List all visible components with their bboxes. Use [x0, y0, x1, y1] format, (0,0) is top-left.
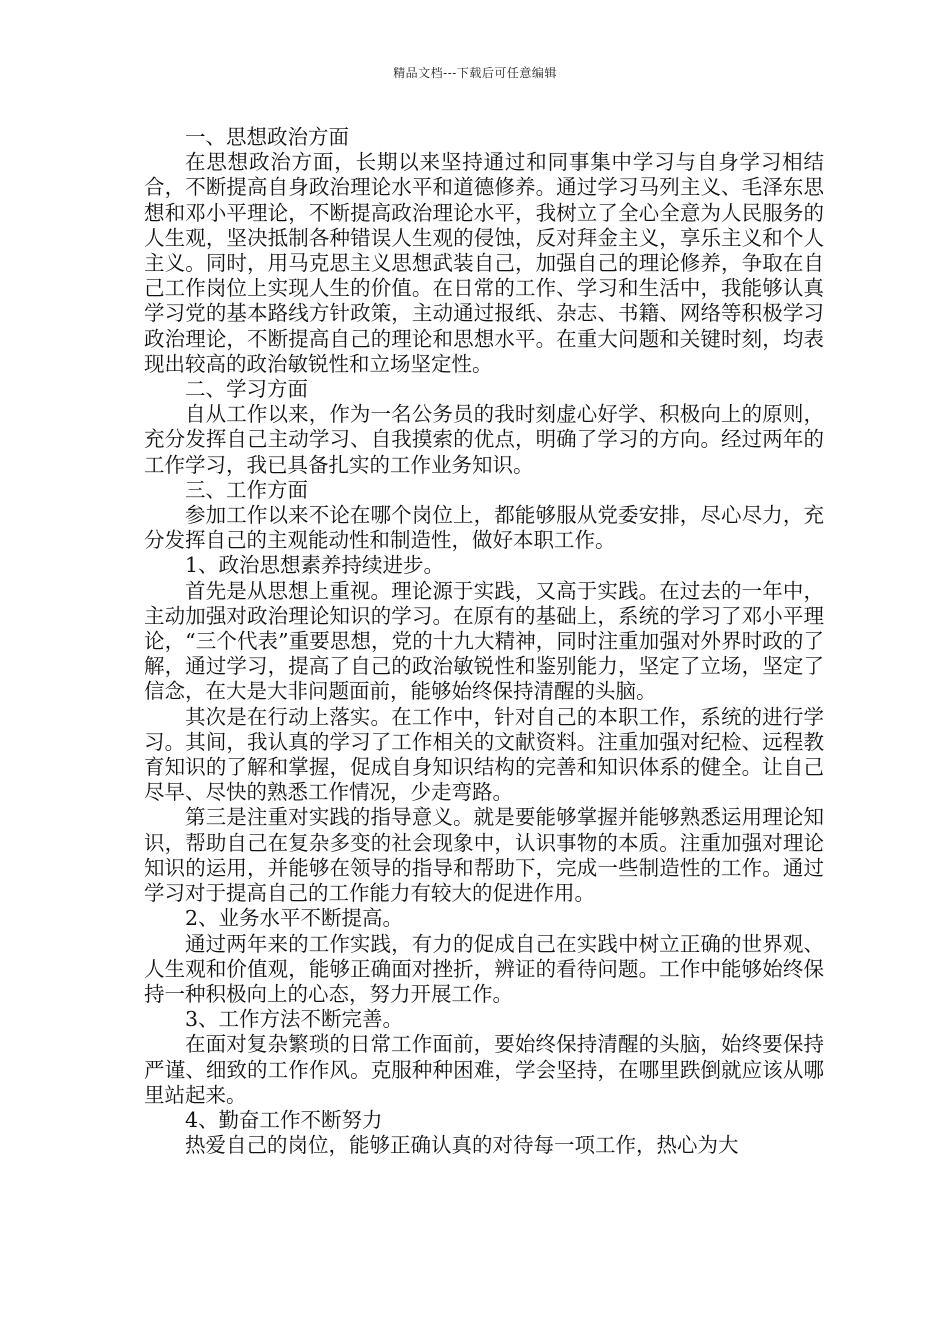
- subheading: 1、政治思想素养持续进步。: [185, 553, 445, 578]
- page-header-note: 精品文档---下载后可任意编辑: [393, 66, 557, 80]
- paragraph: 首先是从思想上重视。理论源于实践，又高于实践。在过去的一年中，主动加强对政治理论知识的学习。在原有的基础上，系统的学习了邓小平理论，“三个代表”重要思想，党的十九大精神，同时注重加强对外界时政的了解，通过学习，提高了自己的政治敏锐性和鉴别能力，坚定了立场，坚定了信念，在大是大非问题面前，能够始终保持清醒的头脑。: [144, 578, 824, 704]
- subheading: 3、工作方法不断完善。: [185, 1007, 404, 1032]
- paragraph: 自从工作以来，作为一名公务员的我时刻虚心好学、积极向上的原则，充分发挥自己主动学习、自我摸索的优点，明确了学习的方向。经过两年的工作学习，我已具备扎实的工作业务知识。: [144, 402, 824, 477]
- paragraph: 在思想政治方面，长期以来坚持通过和同事集中学习与自身学习相结合，不断提高自身政治理论水平和道德修养。通过学习马列主义、毛泽东思想和邓小平理论，不断提高政治理论水平，我树立了全心全意为人民服务的人生观，坚决抵制各种错误人生观的侵蚀，反对拜金主义，享乐主义和个人主义。同时，用马克思主义思想武装自己，加强自己的理论修养，争取在自己工作岗位上实现人生的价值。在日常的工作、学习和生活中，我能够认真学习党的基本路线方针政策，主动通过报纸、杂志、书籍、网络等积极学习政治理论，不断提高自己的理论和思想水平。在重大问题和关键时刻，均表现出较高的政治敏锐性和立场坚定性。: [144, 150, 824, 376]
- paragraph: 通过两年来的工作实践，有力的促成自己在实践中树立正确的世界观、人生观和价值观，能够正确面对挫折，辨证的看待问题。工作中能够始终保持一种积极向上的心态，努力开展工作。: [144, 931, 824, 1006]
- paragraph: 热爱自己的岗位，能够正确认真的对待每一项工作，热心为大: [185, 1133, 739, 1158]
- subheading: 2、业务水平不断提高。: [185, 906, 404, 931]
- section-heading-study: 二、学习方面: [185, 377, 308, 402]
- paragraph: 参加工作以来不论在哪个岗位上，都能够服从党委安排，尽心尽力，充分发挥自己的主观能动性和制造性，做好本职工作。: [144, 503, 824, 553]
- paragraph: 在面对复杂繁琐的日常工作面前，要始终保持清醒的头脑，始终要保持严谨、细致的工作作风。克服种种困难，学会坚持，在哪里跌倒就应该从哪里站起来。: [144, 1032, 824, 1107]
- section-heading-work: 三、工作方面: [185, 477, 308, 502]
- paragraph: 第三是注重对实践的指导意义。就是要能够掌握并能够熟悉运用理论知识，帮助自己在复杂多变的社会现象中，认识事物的本质。注重加强对理论知识的运用，并能够在领导的指导和帮助下，完成一些制造性的工作。通过学习对于提高自己的工作能力有较大的促进作用。: [144, 805, 824, 906]
- section-heading-politics: 一、思想政治方面: [185, 125, 349, 149]
- paragraph: 其次是在行动上落实。在工作中，针对自己的本职工作，系统的进行学习。其间，我认真的学习了工作相关的文献资料。注重加强对纪检、远程教育知识的了解和掌握，促成自身知识结构的完善和知识体系的健全。让自己尽早、尽快的熟悉工作情况，少走弯路。: [144, 704, 824, 805]
- subheading: 4、勤奋工作不断努力: [185, 1107, 383, 1132]
- document-body: [144, 125, 824, 1158]
